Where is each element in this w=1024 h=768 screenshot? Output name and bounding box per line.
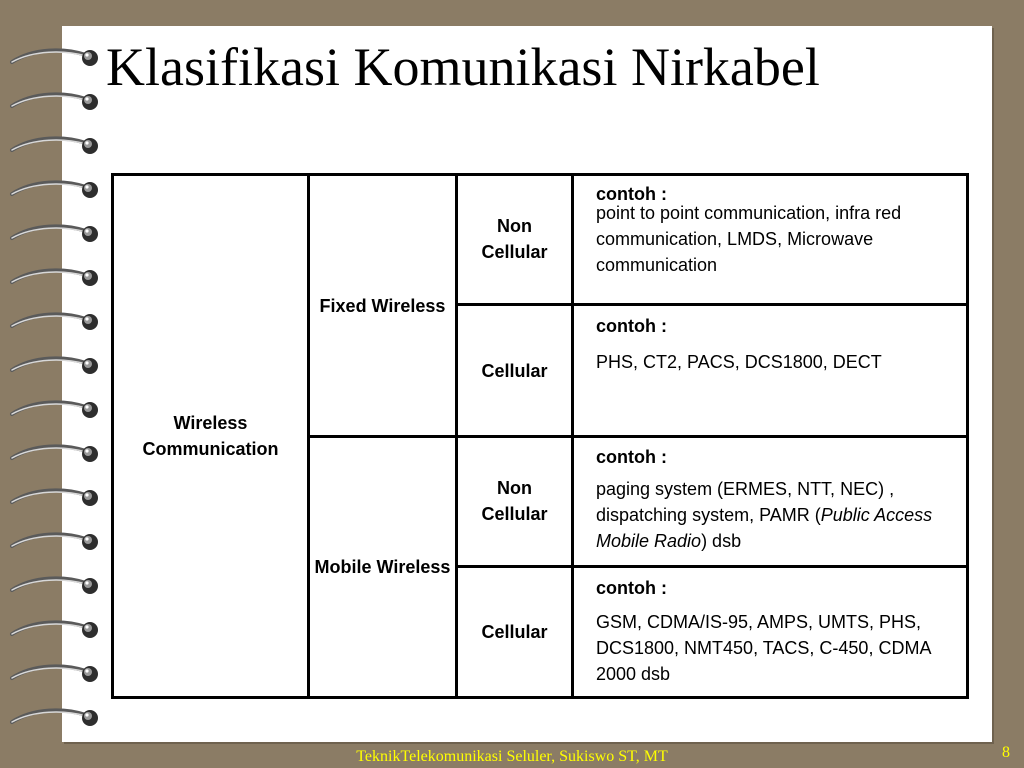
group-mobile-wireless: Mobile Wireless bbox=[314, 557, 451, 577]
binding-ring bbox=[4, 310, 102, 334]
binding-ring bbox=[4, 706, 102, 730]
example-label: contoh : bbox=[596, 316, 667, 336]
type-cellular: Cellular bbox=[481, 622, 548, 642]
example-cell bbox=[574, 444, 966, 554]
example-text: paging system (ERMES, NTT, NEC) , dispatching system, PAMR (Public Access Mobile Radio) dsb bbox=[596, 479, 933, 551]
binding-ring bbox=[4, 486, 102, 510]
binding-ring bbox=[4, 178, 102, 202]
group-fixed-wireless: Fixed Wireless bbox=[319, 295, 446, 316]
type-non-cellular: Non Cellular bbox=[481, 478, 548, 524]
example-text: PHS, CT2, PACS, DCS1800, DECT bbox=[596, 352, 882, 372]
binding-ring bbox=[4, 134, 102, 158]
binding-ring bbox=[4, 266, 102, 290]
page-number: 8 bbox=[1002, 744, 1010, 761]
example-text: point to point communication, infra red communication, LMDS, Microwave communication bbox=[596, 203, 902, 275]
binding-ring bbox=[4, 574, 102, 598]
example-text: GSM, CDMA/IS-95, AMPS, UMTS, PHS, DCS1800, NMT450, TACS, C-450, CDMA 2000 dsb bbox=[596, 612, 931, 684]
binding-ring bbox=[4, 398, 102, 422]
root-cell: Wireless Communication bbox=[142, 413, 279, 459]
binding-ring bbox=[4, 662, 102, 686]
classification-table bbox=[111, 173, 969, 699]
example-label: contoh : bbox=[596, 184, 667, 204]
footer-text: TeknikTelekomunikasi Seluler, Sukiswo ST, MT bbox=[356, 748, 668, 765]
example-cell bbox=[574, 313, 966, 375]
example-label: contoh : bbox=[596, 447, 667, 467]
example-label: contoh : bbox=[596, 578, 667, 598]
example-cell bbox=[574, 575, 966, 687]
example-cell bbox=[574, 182, 966, 278]
slide-title: Klasifikasi Komunikasi Nirkabel bbox=[106, 37, 820, 97]
binding-ring bbox=[4, 530, 102, 554]
binding-ring bbox=[4, 222, 102, 246]
binding-ring bbox=[4, 90, 102, 114]
type-non-cellular: Non Cellular bbox=[481, 216, 548, 262]
binding-ring bbox=[4, 46, 102, 70]
binding-ring bbox=[4, 618, 102, 642]
binding-ring bbox=[4, 354, 102, 378]
type-cellular: Cellular bbox=[481, 360, 548, 381]
binding-ring bbox=[4, 442, 102, 466]
